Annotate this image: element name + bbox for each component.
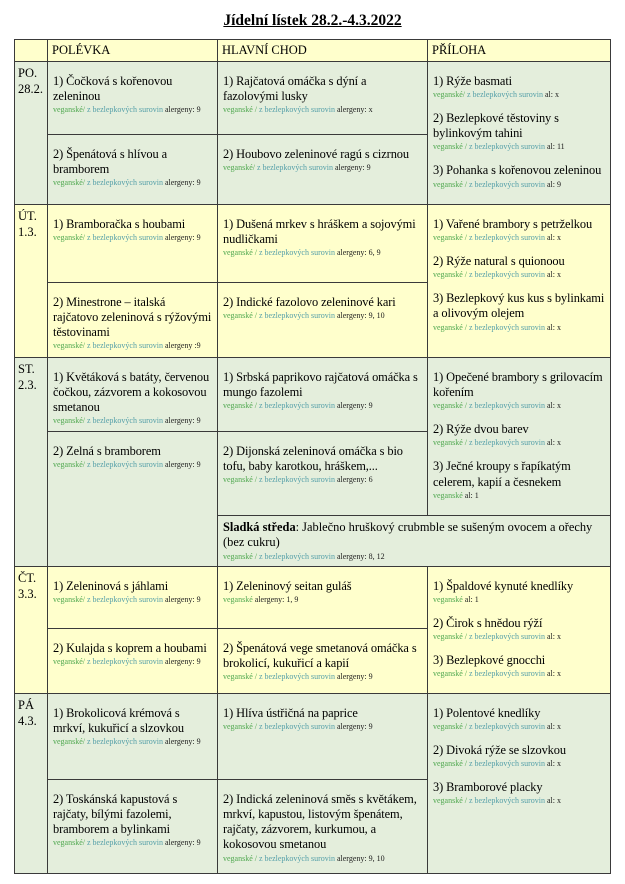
dish-vegan-label: veganské / — [223, 672, 257, 682]
dish-vegan-label: veganské / — [223, 311, 257, 321]
dish-name: 2) Špenátová s hlívou a bramborem — [53, 147, 168, 177]
soup-cell — [48, 358, 218, 432]
dish-item — [53, 74, 213, 115]
dish-item — [433, 459, 606, 500]
dish-vegan-label: veganské/ — [53, 460, 85, 470]
dish-allergens-label: alergeny: 9 — [164, 178, 201, 188]
dish-glutenfree-label: z bezlepkových surovin — [259, 722, 335, 732]
dish-vegan-label: veganské / — [433, 179, 467, 189]
dish-allergens-label: al: 9 — [546, 179, 561, 189]
dish-name: 2) Špenátová vege smetanová omáčka s brokolicí, kukuřicí a kapií — [223, 641, 417, 671]
dish-allergens-label: al: x — [544, 90, 559, 100]
dish-allergens-label: alergeny: x — [336, 105, 373, 115]
dish-glutenfree-label: z bezlepkových surovin — [469, 669, 545, 678]
day-label-cell — [15, 694, 48, 874]
day-row-2.3. — [15, 358, 611, 432]
soup-cell — [48, 694, 218, 780]
dish-glutenfree-label: z bezlepkových surovin — [469, 631, 545, 641]
dish-name: 3) Bramborové placky — [433, 780, 543, 795]
dish-allergens-label: al: 1 — [464, 490, 479, 500]
dish-name: 2) Rýže dvou barev — [433, 422, 529, 437]
dish-name: 2) Minestrone – italská rajčatovo zeleninová s rýžovými těstovinami — [53, 295, 212, 340]
menu-table — [14, 39, 611, 874]
dish-item — [433, 743, 606, 769]
dish-name: 1) Čočková s kořenovou zeleninou — [53, 74, 173, 104]
dish-item — [433, 163, 606, 189]
dish-allergens-label: al: 11 — [546, 142, 565, 152]
dish-allergens-label: alergeny :9 — [164, 341, 201, 351]
dish-name: 2) Kulajda s koprem a houbami — [53, 641, 207, 656]
dish-name: 2) Houbovo zeleninové ragú s cizrnou — [223, 147, 409, 161]
dish-glutenfree-label: z bezlepkových surovin — [259, 672, 335, 682]
column-header-main: HLAVNÍ CHOD — [218, 40, 428, 62]
day-date: 28.2. — [18, 82, 43, 97]
dish-allergens-label: al: x — [546, 401, 561, 411]
dish-diet-tags — [53, 838, 213, 848]
dish-name: 1) Vařené brambory s petrželkou — [433, 217, 593, 231]
dish-name: 3) Pohanka s kořenovou zeleninou — [433, 163, 602, 178]
dish-vegan-label: veganské/ — [53, 341, 85, 351]
dish-item — [433, 254, 606, 280]
dish-vegan-label: veganské/ — [53, 594, 85, 604]
dish-glutenfree-label: z bezlepkových surovin — [469, 401, 545, 411]
dish-glutenfree-label: z bezlepkových surovin — [259, 248, 335, 258]
dish-name: 1) Srbská paprikovo rajčatová omáčka s mungo fazolemi — [223, 370, 418, 400]
dish-allergens-label: alergeny: 1, 9 — [254, 594, 299, 604]
dish-vegan-label: veganské/ — [53, 416, 85, 426]
dish-vegan-label: veganské / — [433, 233, 467, 243]
dish-item — [53, 579, 213, 605]
dish-name: 2) Indické fazolovo zeleninové kari — [223, 295, 396, 309]
main-course-cell — [218, 780, 428, 874]
dish-name: 2) Indická zeleninová směs s květákem, mrkví, kapustou, listovým špenátem, rajčaty, zázvorem, kurkumou, a kokosovou smetanou — [223, 792, 417, 852]
dish-item — [53, 370, 213, 426]
soup-cell — [48, 780, 218, 874]
dish-allergens-label: alergeny: 9 — [164, 657, 201, 667]
main-course-cell — [218, 694, 428, 780]
dish-diet-tags — [433, 142, 606, 152]
day-row-28.2. — [15, 62, 611, 135]
dish-diet-tags — [53, 595, 213, 605]
dish-diet-tags — [53, 341, 213, 351]
dish-diet-tags — [223, 672, 423, 682]
dish-diet-tags — [223, 552, 606, 562]
dish-vegan-label: veganské / — [433, 401, 467, 411]
dish-name: 2) Rýže natural s quionoou — [433, 254, 565, 269]
dish-name: 2) Zelná s bramborem — [53, 444, 161, 458]
dish-item — [53, 217, 213, 243]
dish-diet-tags — [223, 311, 423, 321]
dish-name: 2) Čirok s hnědou rýží — [433, 615, 543, 630]
dish-glutenfree-label: z bezlepkových surovin — [257, 163, 333, 173]
dish-name: 1) Hlíva ústřičná na paprice — [223, 706, 358, 720]
dish-vegan-label: veganské/ — [433, 90, 465, 100]
side-dish-cell — [428, 62, 611, 205]
dish-diet-tags — [433, 632, 606, 642]
dish-vegan-label: veganské / — [433, 722, 467, 732]
dish-name: 1) Brokolicová krémová s mrkví, kukuřicí a slzovkou — [53, 706, 184, 736]
dish-glutenfree-label: z bezlepkových surovin — [469, 142, 545, 152]
sweet-wednesday-description: : Jablečno hruškový crubmble se sušeným ovocem a ořechy (bez cukru) — [223, 519, 593, 550]
dish-vegan-label: veganské / — [433, 322, 467, 332]
dish-glutenfree-label: z bezlepkových surovin — [469, 722, 545, 732]
dish-item — [433, 111, 606, 152]
main-course-cell — [218, 358, 428, 432]
day-date: 4.3. — [18, 714, 37, 729]
dish-item — [223, 579, 423, 605]
dish-item — [433, 422, 606, 448]
day-date: 2.3. — [18, 378, 37, 393]
dish-allergens-label: al: x — [546, 759, 561, 769]
side-dish-cell — [428, 694, 611, 874]
dish-diet-tags — [53, 657, 213, 667]
dish-diet-tags — [433, 401, 606, 411]
dish-name: 1) Zeleninový seitan guláš — [223, 578, 352, 593]
dish-vegan-label: veganské — [433, 490, 463, 500]
dish-vegan-label: veganské / — [223, 551, 257, 561]
day-abbreviation: ST. — [18, 362, 35, 376]
dish-vegan-label: veganské / — [433, 438, 467, 448]
dish-glutenfree-label: z bezlepkových surovin — [259, 311, 335, 321]
day-abbreviation: ÚT. — [18, 209, 37, 223]
dish-diet-tags — [433, 180, 606, 190]
dish-vegan-label: veganské/ — [53, 178, 85, 188]
main-course-cell — [218, 205, 428, 283]
main-course-cell — [218, 283, 428, 358]
dish-vegan-label: veganské / — [223, 722, 257, 732]
dish-item — [223, 706, 423, 732]
dish-item — [53, 706, 213, 747]
dish-diet-tags — [223, 854, 423, 864]
dish-allergens-label: alergeny: 6 — [336, 475, 373, 485]
dish-name: 1) Květáková s batáty, červenou čočkou, zázvorem a kokosovou smetanou — [53, 370, 210, 415]
dish-allergens-label: alergeny: 9 — [164, 737, 201, 747]
dish-allergens-label: alergeny: 8, 12 — [336, 551, 385, 561]
dish-vegan-label: veganské/ — [53, 105, 85, 115]
side-dish-cell — [428, 358, 611, 516]
dish-diet-tags — [433, 90, 606, 100]
dish-diet-tags — [53, 178, 213, 188]
dish-diet-tags — [53, 105, 213, 115]
soup-cell — [48, 205, 218, 283]
dish-diet-tags — [223, 401, 423, 411]
dish-allergens-label: alergeny: 9 — [164, 233, 201, 243]
day-date: 3.3. — [18, 586, 37, 601]
sweet-wednesday-cell — [218, 515, 611, 566]
day-row-4.3. — [15, 694, 611, 780]
dish-diet-tags — [223, 595, 423, 605]
dish-diet-tags — [53, 737, 213, 747]
dish-allergens-label: alergeny: 9 — [164, 105, 201, 115]
soup-cell — [48, 629, 218, 694]
dish-vegan-label: veganské/ — [53, 657, 85, 667]
dish-item — [53, 295, 213, 351]
dish-diet-tags — [433, 438, 606, 448]
dish-allergens-label: al: x — [546, 722, 561, 732]
main-course-cell — [218, 135, 428, 205]
dish-item — [223, 641, 423, 682]
header-row — [15, 40, 611, 62]
dish-item — [53, 792, 213, 848]
dish-diet-tags — [53, 233, 213, 243]
dish-vegan-label: veganské — [433, 594, 463, 604]
dish-diet-tags — [433, 233, 606, 243]
dish-allergens-label: alergeny: 9 — [336, 722, 373, 732]
dish-diet-tags — [223, 475, 423, 485]
dish-allergens-label: alergeny: 9, 10 — [336, 311, 385, 321]
dish-vegan-label: veganské / — [433, 759, 467, 769]
dish-glutenfree-label: z bezlepkových surovin — [87, 178, 163, 188]
dish-allergens-label: al: x — [546, 631, 561, 641]
dish-allergens-label: al: x — [546, 438, 561, 448]
day-abbreviation: ČT. — [18, 570, 37, 585]
dish-name: 3) Bezlepkový kus kus s bylinkami a olivovým olejem — [433, 291, 605, 321]
dish-item — [433, 217, 606, 243]
dish-name: 1) Bramboračka s houbami — [53, 217, 186, 231]
side-dish-cell — [428, 566, 611, 693]
dish-vegan-label: veganské / — [223, 475, 257, 485]
day-column-header — [15, 40, 48, 62]
dish-diet-tags — [433, 323, 606, 333]
dish-vegan-label: veganské — [223, 594, 253, 604]
dish-item — [433, 579, 606, 605]
dish-name: 1) Rajčatová omáčka s dýní a fazolovými lusky — [223, 74, 367, 104]
dish-name: 1) Polentové knedlíky — [433, 706, 541, 720]
day-row-3.3. — [15, 566, 611, 629]
dish-glutenfree-label: z bezlepkových surovin — [469, 270, 545, 280]
dish-glutenfree-label: z bezlepkových surovin — [87, 416, 163, 426]
dish-allergens-label: alergeny: 9 — [164, 838, 201, 848]
dish-diet-tags — [223, 722, 423, 732]
day-abbreviation: PO. — [18, 66, 38, 80]
dish-vegan-label: veganské / — [433, 796, 467, 806]
dish-vegan-label: veganské / — [223, 401, 257, 411]
dish-allergens-label: al: x — [546, 796, 561, 806]
day-label-cell — [15, 358, 48, 567]
dish-item — [433, 780, 606, 806]
dish-allergens-label: alergeny: 9 — [164, 594, 201, 604]
day-label-cell — [15, 205, 48, 358]
dish-glutenfree-label: z bezlepkových surovin — [87, 737, 163, 747]
dish-allergens-label: alergeny: 9 — [164, 460, 201, 470]
side-dish-cell — [428, 205, 611, 358]
dish-diet-tags — [433, 270, 606, 280]
dish-name: 1) Opečené brambory s grilovacím kořením — [433, 370, 603, 400]
dish-item — [433, 370, 606, 411]
dish-allergens-label: al: x — [546, 233, 561, 243]
dish-vegan-label: veganské / — [433, 631, 467, 641]
soup-cell — [48, 135, 218, 205]
dish-glutenfree-label: z bezlepkových surovin — [87, 657, 163, 667]
soup-cell — [48, 566, 218, 629]
dish-vegan-label: veganské / — [433, 270, 467, 280]
dish-glutenfree-label: z bezlepkových surovin — [259, 551, 335, 561]
soup-cell — [48, 432, 218, 567]
day-abbreviation: PÁ — [18, 698, 34, 712]
dish-allergens-label: alergeny: 9, 10 — [336, 853, 385, 863]
dish-glutenfree-label: z bezlepkových surovin — [259, 401, 335, 411]
dish-item — [433, 653, 606, 679]
dish-diet-tags — [433, 796, 606, 806]
dish-item — [53, 444, 213, 470]
dish-item — [433, 706, 606, 732]
dish-item — [223, 444, 423, 485]
dish-item — [53, 147, 213, 188]
soup-cell — [48, 283, 218, 358]
dish-allergens-label: alergeny: 9 — [334, 163, 371, 173]
dish-diet-tags — [433, 595, 606, 605]
dish-glutenfree-label: z bezlepkových surovin — [469, 759, 545, 769]
dish-item — [223, 370, 423, 411]
dish-name: 3) Bezlepkové gnocchi — [433, 652, 546, 667]
dish-glutenfree-label: z bezlepkových surovin — [469, 233, 545, 243]
dish-diet-tags — [433, 722, 606, 732]
dish-vegan-label: veganské / — [223, 248, 257, 258]
dish-name: 2) Dijonská zeleninová omáčka s bio tofu, baby karotkou, hráškem,... — [223, 444, 403, 474]
dish-vegan-label: veganské / — [223, 853, 257, 863]
dish-name: 1) Dušená mrkev s hráškem a sojovými nudličkami — [223, 217, 416, 247]
dish-item — [223, 295, 423, 321]
dish-allergens-label: al: 1 — [464, 594, 479, 604]
day-row-1.3. — [15, 205, 611, 283]
dish-vegan-label: veganské / — [433, 669, 467, 678]
dish-allergens-label: alergeny: 6, 9 — [336, 248, 381, 258]
dish-name: 1) Špaldové kynuté knedlíky — [433, 578, 574, 593]
day-label-cell — [15, 566, 48, 693]
dish-allergens-label: alergeny: 9 — [336, 672, 373, 682]
dish-name: 1) Rýže basmati — [433, 74, 513, 88]
dish-glutenfree-label: z bezlepkových surovin — [87, 838, 163, 848]
dish-glutenfree-label: z bezlepkových surovin — [467, 90, 543, 100]
dish-diet-tags — [433, 491, 606, 501]
main-course-cell — [218, 566, 428, 629]
column-header-side: PŘÍLOHA — [428, 40, 611, 62]
column-header-soup: POLÉVKA — [48, 40, 218, 62]
dish-vegan-label: veganské/ — [53, 737, 85, 747]
dish-diet-tags — [433, 669, 606, 679]
dish-vegan-label: veganské/ — [223, 163, 255, 173]
dish-glutenfree-label: z bezlepkových surovin — [87, 460, 163, 470]
dish-item — [433, 74, 606, 100]
dish-diet-tags — [433, 759, 606, 769]
dish-diet-tags — [223, 163, 423, 173]
dish-glutenfree-label: z bezlepkových surovin — [469, 438, 545, 448]
dish-item — [223, 792, 423, 864]
dish-diet-tags — [53, 460, 213, 470]
main-course-cell — [218, 432, 428, 516]
dish-allergens-label: alergeny: 9 — [336, 401, 373, 411]
dish-item — [223, 217, 423, 258]
dish-glutenfree-label: z bezlepkových surovin — [469, 179, 545, 189]
dish-vegan-label: veganské/ — [53, 838, 85, 848]
dish-allergens-label: alergeny: 9 — [164, 416, 201, 426]
dish-vegan-label: veganské / — [223, 105, 257, 115]
page-title: Jídelní lístek 28.2.-4.3.2022 — [223, 12, 402, 29]
sweet-wednesday-text — [223, 520, 606, 551]
dish-name: 2) Divoká rýže se slzovkou — [433, 743, 566, 758]
dish-glutenfree-label: z bezlepkových surovin — [259, 105, 335, 115]
dish-glutenfree-label: z bezlepkových surovin — [87, 594, 163, 604]
dish-item — [223, 74, 423, 115]
dish-diet-tags — [223, 105, 423, 115]
dish-glutenfree-label: z bezlepkových surovin — [469, 322, 545, 332]
dish-vegan-label: veganské / — [433, 142, 467, 152]
dish-glutenfree-label: z bezlepkových surovin — [87, 233, 163, 243]
main-course-cell — [218, 629, 428, 694]
dish-allergens-label: al: x — [546, 270, 561, 280]
dish-allergens-label: al: x — [546, 322, 561, 332]
dish-name: 2) Toskánská kapustová s rajčaty, bílými fazolemi, bramborem a bylinkami — [53, 792, 178, 837]
dish-diet-tags — [223, 248, 423, 258]
dish-glutenfree-label: z bezlepkových surovin — [87, 105, 163, 115]
day-date: 1.3. — [18, 225, 37, 240]
dish-diet-tags — [53, 416, 213, 426]
dish-name: 1) Zeleninová s jáhlami — [53, 578, 169, 593]
dish-name: 2) Bezlepkové těstoviny s bylinkovým tahini — [433, 111, 559, 141]
dish-allergens-label: al: x — [546, 669, 561, 678]
dish-item — [433, 291, 606, 332]
dish-item — [433, 616, 606, 642]
sweet-wednesday-label: Sladká středa — [223, 519, 296, 534]
dish-glutenfree-label: z bezlepkových surovin — [259, 475, 335, 485]
dish-vegan-label: veganské/ — [53, 233, 85, 243]
dish-glutenfree-label: z bezlepkových surovin — [259, 853, 335, 863]
main-course-cell — [218, 62, 428, 135]
dish-name: 3) Ječné kroupy s řapíkatým celerem, kapií a česnekem — [433, 459, 571, 489]
dish-item — [53, 641, 213, 667]
day-label-cell — [15, 62, 48, 205]
dish-item — [223, 147, 423, 173]
dish-glutenfree-label: z bezlepkových surovin — [87, 341, 163, 351]
dish-glutenfree-label: z bezlepkových surovin — [469, 796, 545, 806]
soup-cell — [48, 62, 218, 135]
